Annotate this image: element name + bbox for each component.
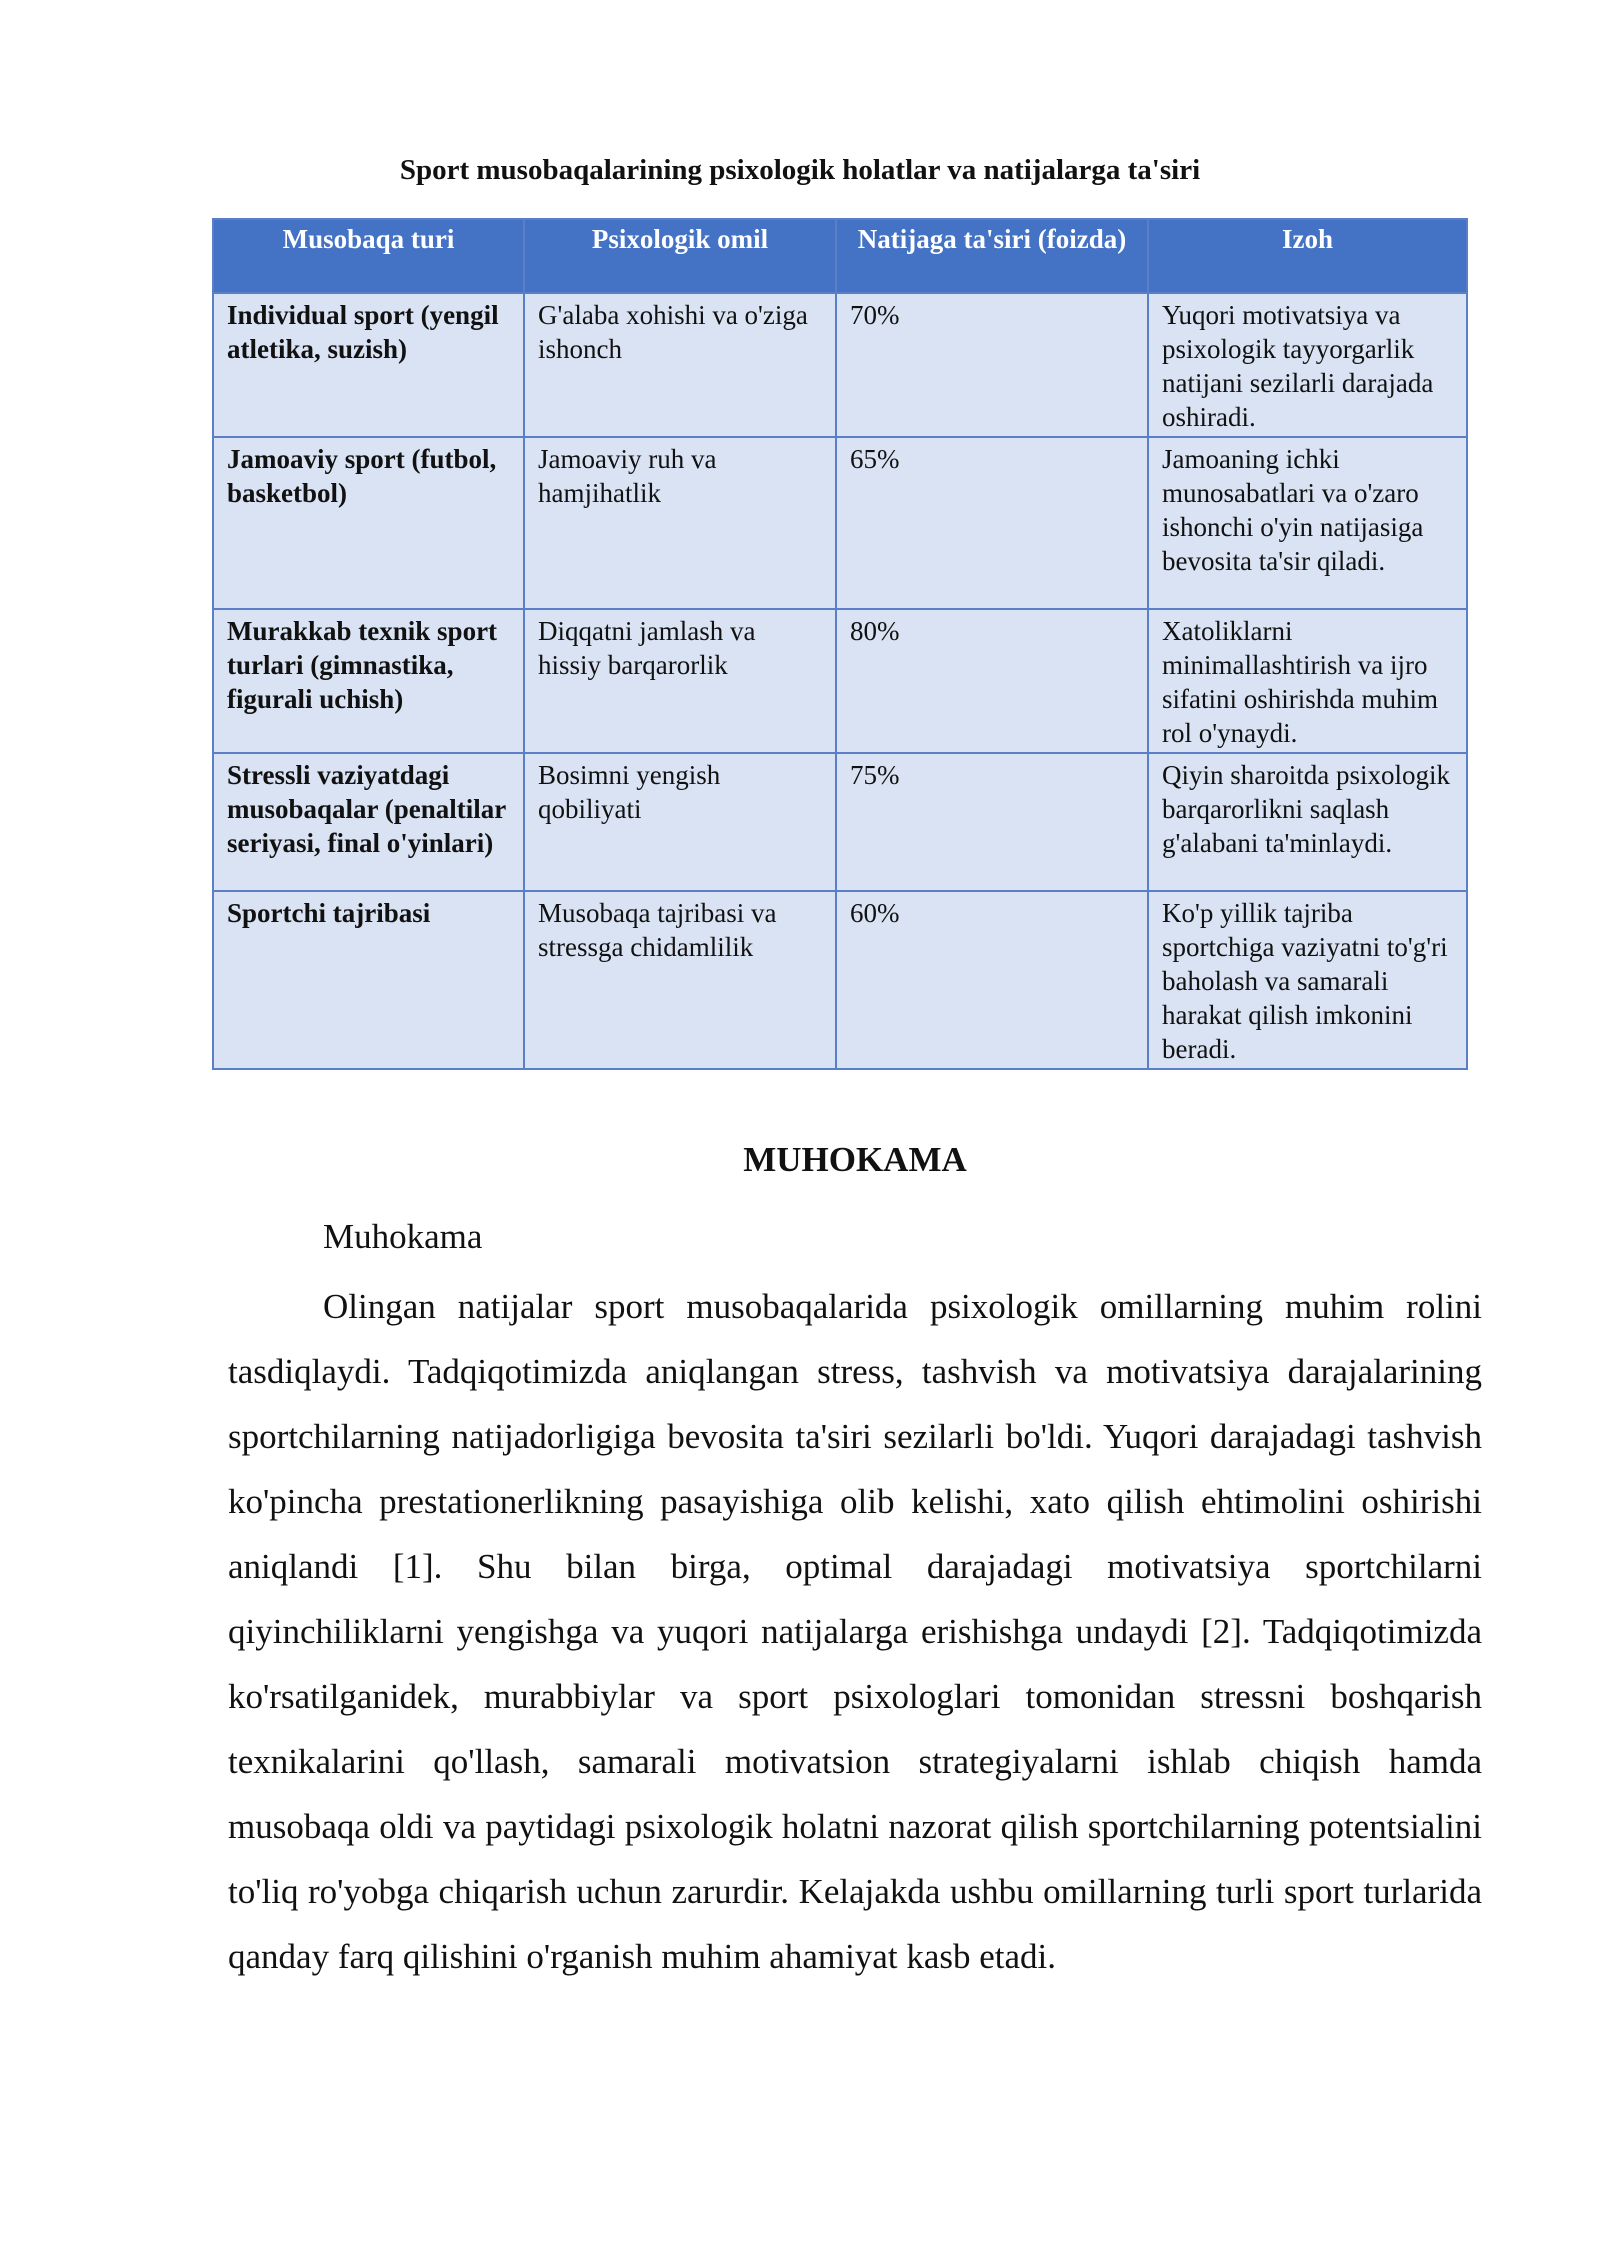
cell-impact: 60% — [836, 891, 1148, 1069]
discussion-paragraph: Olingan natijalar sport musobaqalarida psixologik omillarning muhim rolini tasdiqlaydi. Tadqiqotimizda aniqlangan stress, tashvish va motivatsiya darajalarining sportchilarning natijadorligiga bevosita ta'siri sezilarli bo'ldi. Yuqori darajadagi tashvish ko'pincha prestationerlikning pasayishiga olib kelishi, xato qilish ehtimolini oshirishi aniqlandi [1]. Shu bilan birga, optimal darajadagi motivatsiya sportchilarni qiyinchiliklarni yengishga va yuqori natijalarga erishishga undaydi [2]. Tadqiqotimizda ko'rsatilganidek, murabbiylar va sport psixologlari tomonidan stressni boshqarish texnikalarini qo'llash, samarali motivatsion strategiyalarni ishlab chiqish hamda musobaqa oldi va paytidagi psixologik holatni nazorat qilish sportchilarning potentsialini to'liq ro'yobga chiqarish uchun zarurdir. Kelajakda ushbu omillarning turli sport turlarida qanday farq qilishini o'rganish muhim ahamiyat kasb etadi. — [228, 1287, 1482, 1976]
cell-note: Xatoliklarni minimallashtirish va ijro sifatini oshirishda muhim rol o'ynaydi. — [1148, 609, 1467, 753]
cell-note: Yuqori motivatsiya va psixologik tayyorgarlik natijani sezilarli darajada oshiradi. — [1148, 293, 1467, 437]
table-title: Sport musobaqalarining psixologik holatlar va natijalarga ta'siri — [399, 154, 1201, 186]
results-table — [212, 218, 1468, 1070]
cell-note: Qiyin sharoitda psixologik barqarorlikni saqlash g'alabani ta'minlaydi. — [1148, 753, 1467, 891]
cell-psychological-factor: Jamoaviy ruh va hamjihatlik — [524, 437, 836, 609]
cell-note: Jamoaning ichki munosabatlari va o'zaro ishonchi o'yin natijasiga bevosita ta'sir qiladi. — [1148, 437, 1467, 609]
cell-psychological-factor: Diqqatni jamlash va hissiy barqarorlik — [524, 609, 836, 753]
section-heading: MUHOKAMA — [743, 1140, 967, 1179]
cell-competition-type: Individual sport (yengil atletika, suzish) — [213, 293, 524, 437]
cell-psychological-factor: G'alaba xohishi va o'ziga ishonch — [524, 293, 836, 437]
cell-psychological-factor: Musobaqa tajribasi va stressga chidamlilik — [524, 891, 836, 1069]
header-impact-percent: Natijaga ta'siri (foizda) — [836, 219, 1148, 293]
table-row — [213, 609, 1467, 753]
cell-impact: 75% — [836, 753, 1148, 891]
cell-competition-type: Stressli vaziyatdagi musobaqalar (penaltilar seriyasi, final o'yinlari) — [213, 753, 524, 891]
cell-competition-type: Murakkab texnik sport turlari (gimnastika, figurali uchish) — [213, 609, 524, 753]
section-subheading: Muhokama — [323, 1217, 483, 1256]
table-row — [213, 753, 1467, 891]
table-row — [213, 437, 1467, 609]
cell-psychological-factor: Bosimni yengish qobiliyati — [524, 753, 836, 891]
cell-impact: 80% — [836, 609, 1148, 753]
cell-impact: 65% — [836, 437, 1148, 609]
header-psychological-factor: Psixologik omil — [524, 219, 836, 293]
cell-impact: 70% — [836, 293, 1148, 437]
header-note: Izoh — [1148, 219, 1467, 293]
table-row — [213, 891, 1467, 1069]
cell-competition-type: Jamoaviy sport (futbol, basketbol) — [213, 437, 524, 609]
table-header-row — [213, 219, 1467, 293]
table-row — [213, 293, 1467, 437]
header-competition-type: Musobaqa turi — [213, 219, 524, 293]
cell-competition-type: Sportchi tajribasi — [213, 891, 524, 1069]
cell-note: Ko'p yillik tajriba sportchiga vaziyatni to'g'ri baholash va samarali harakat qilish imkonini beradi. — [1148, 891, 1467, 1069]
